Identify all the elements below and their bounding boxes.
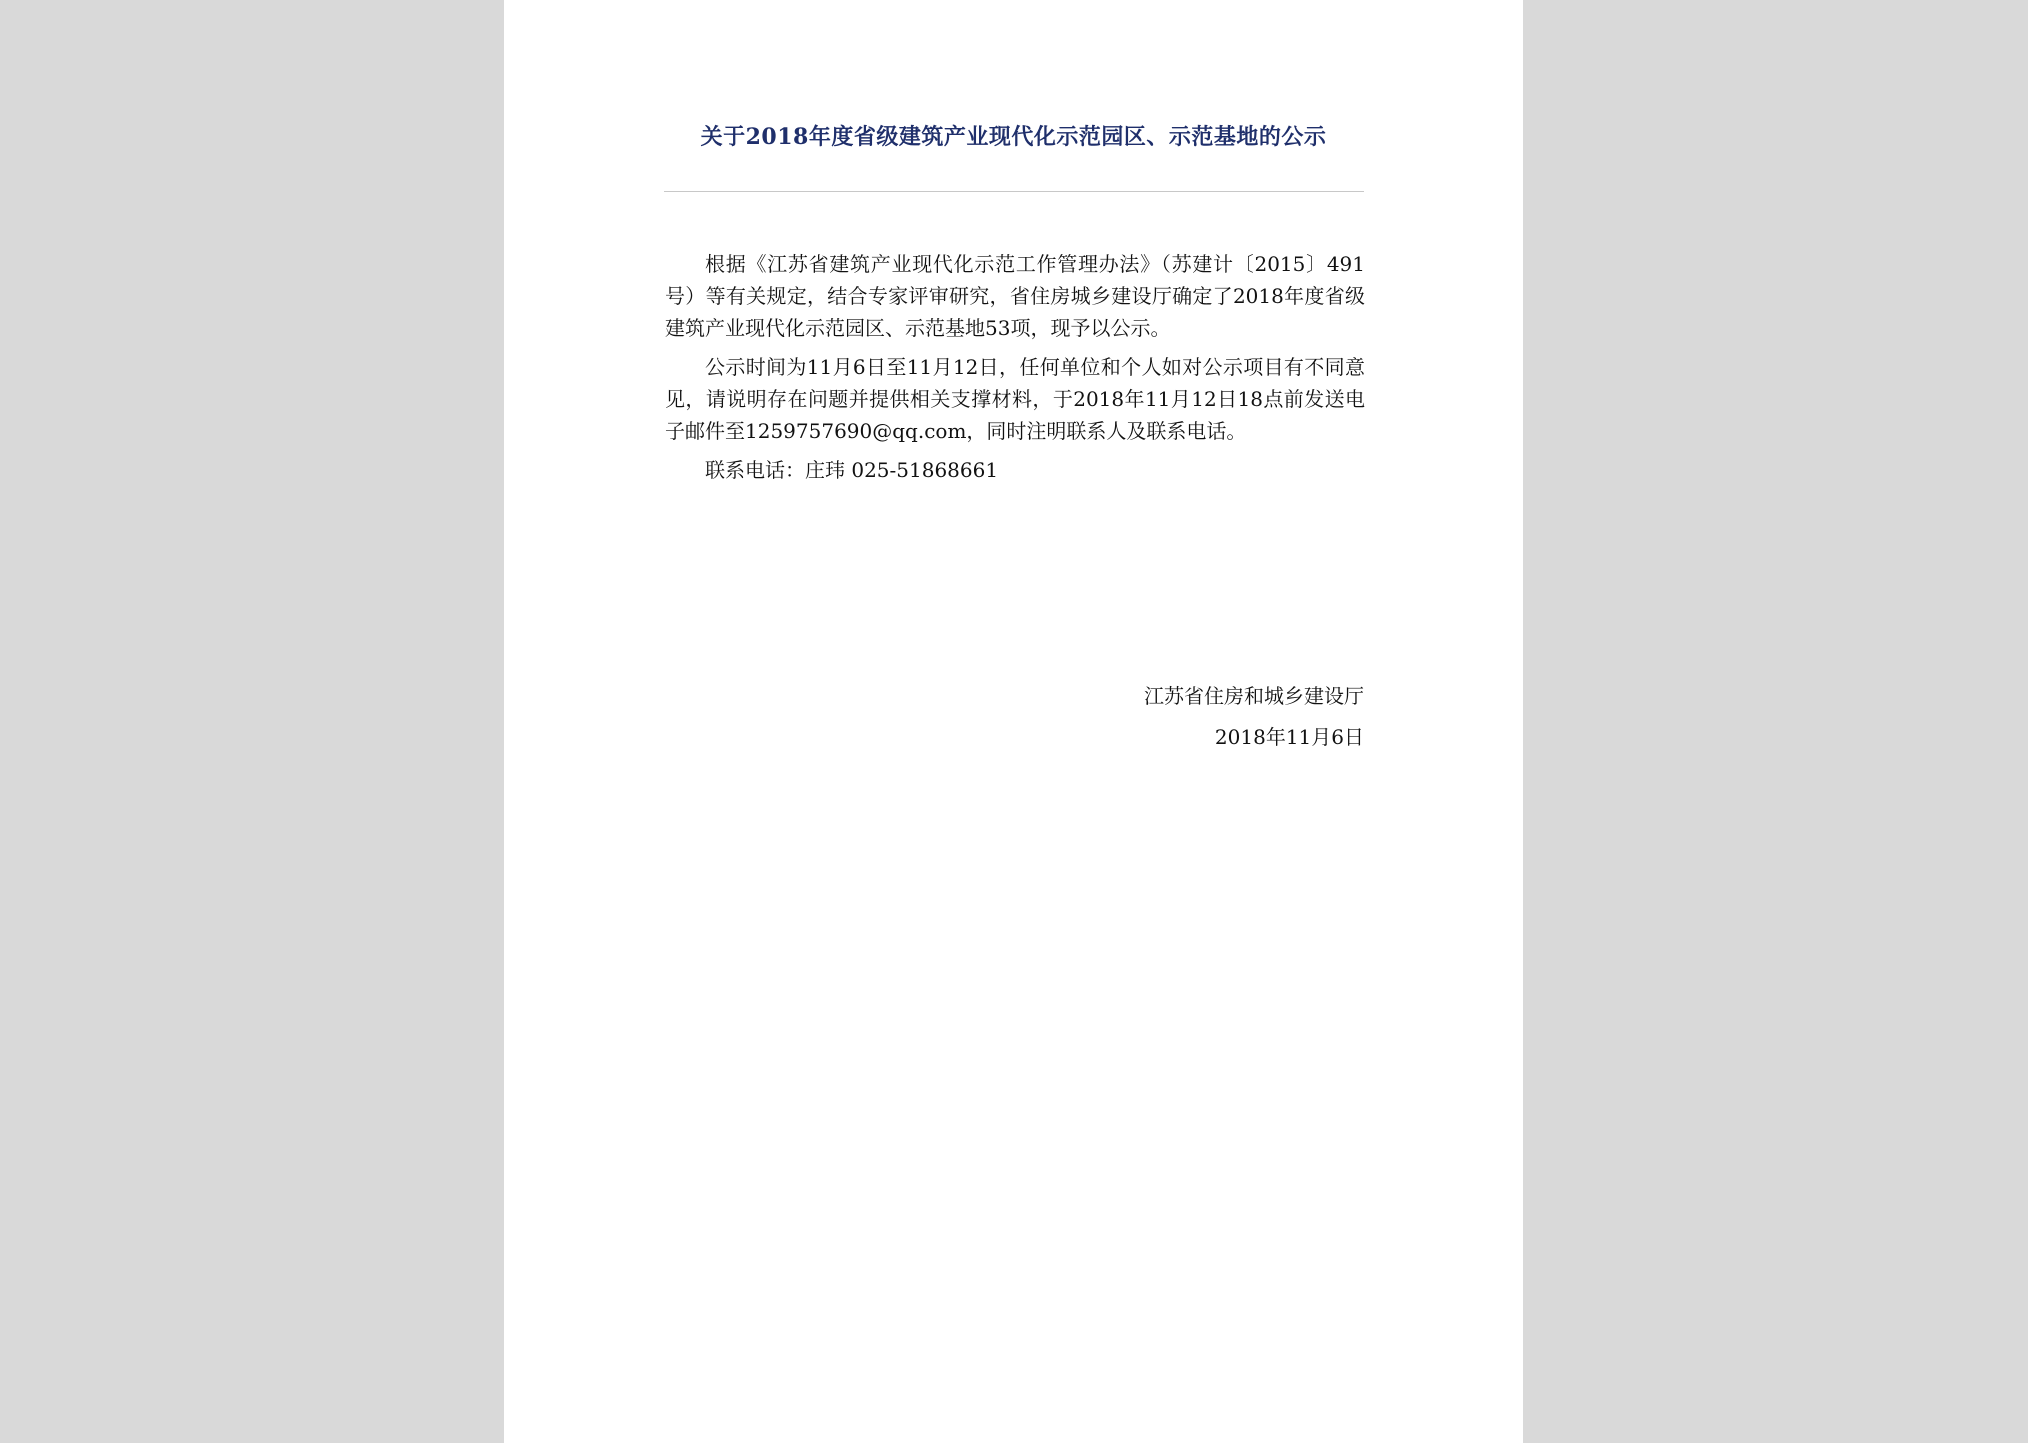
document-page: [504, 0, 1523, 1443]
paragraph-notice-period: 公示时间为11月6日至11月12日，任何单位和个人如对公示项目有不同意见，请说明存在问题并提供相关支撑材料，于2018年11月12日18点前发送电子邮件至1259757690@qq.com，同时注明联系人及联系电话。: [665, 355, 1365, 443]
paragraph-basis: 根据《江苏省建筑产业现代化示范工作管理办法》（苏建计〔2015〕491号）等有关规定，结合专家评审研究，省住房城乡建设厅确定了2018年度省级建筑产业现代化示范园区、示范基地53项，现予以公示。: [665, 252, 1365, 340]
contact-line: 联系电话：庄玮 025-51868661: [705, 458, 999, 482]
issue-date: 2018年11月6日: [1214, 725, 1364, 749]
signature-block: [1144, 676, 1364, 758]
document-title: 关于2018年度省级建筑产业现代化示范园区、示范基地的公示: [700, 124, 1327, 150]
title-divider: [664, 191, 1364, 192]
document-body: [665, 248, 1365, 486]
issuing-organization: 江苏省住房和城乡建设厅: [1144, 684, 1364, 708]
